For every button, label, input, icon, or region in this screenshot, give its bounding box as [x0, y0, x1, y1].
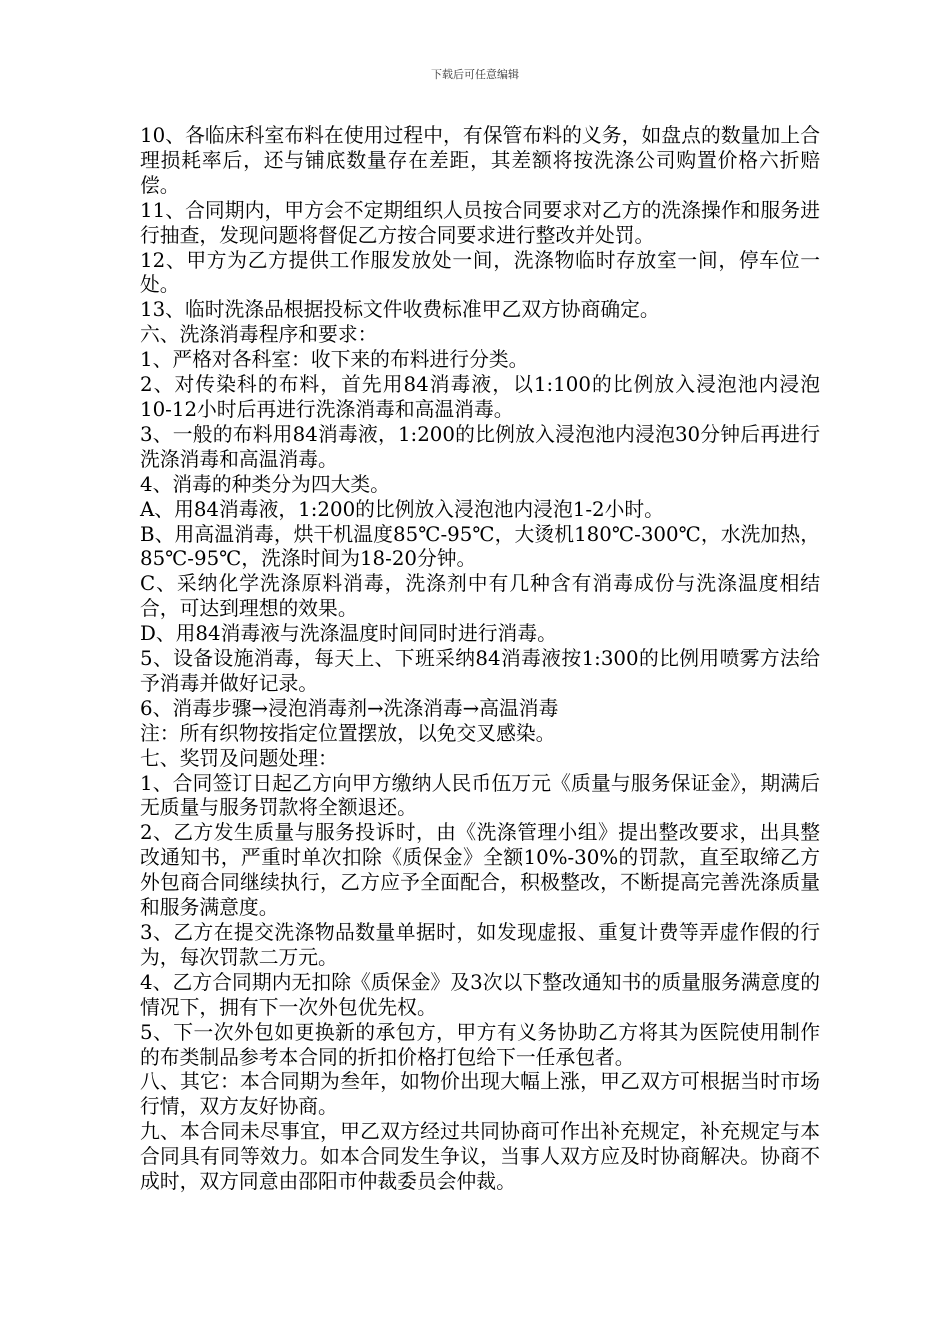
document-body: [140, 124, 820, 1195]
paragraph: 3、一般的布料用84消毒液，1:200的比例放入浸泡池内浸泡30分钟后再进行洗涤消毒和高温消毒。: [140, 422, 820, 471]
page-header: 下载后可任意编辑: [431, 68, 519, 81]
paragraph: 5、下一次外包如更换新的承包方，甲方有义务协助乙方将其为医院使用制作的布类制品参考本合同的折扣价格打包给下一任承包者。: [140, 1020, 820, 1069]
paragraph: 12、甲方为乙方提供工作服发放处一间，洗涤物临时存放室一间，停车位一处。: [140, 248, 820, 297]
paragraph: 4、消毒的种类分为四大类。: [140, 472, 390, 496]
section-heading: 八、其它：本合同期为叁年，如物价出现大幅上涨，甲乙双方可根据当时市场行情，双方友好协商。: [140, 1070, 820, 1119]
paragraph: 6、消毒步骤→浸泡消毒剂→洗涤消毒→高温消毒: [140, 696, 559, 720]
paragraph: D、用84消毒液与洗涤温度时间同时进行消毒。: [140, 622, 557, 646]
paragraph: B、用高温消毒，烘干机温度85℃-95℃，大烫机180℃-300℃，水洗加热，85℃-95℃，洗涤时间为18-20分钟。: [140, 522, 820, 571]
paragraph: 3、乙方在提交洗涤物品数量单据时，如发现虚报、重复计费等弄虚作假的行为，每次罚款二万元。: [140, 921, 820, 969]
section-heading: 九、本合同未尽事宜，甲乙双方经过共同协商可作出补充规定，补充规定与本合同具有同等效力。如本合同发生争议，当事人双方应及时协商解决。协商不成时，双方同意由邵阳市仲裁委员会仲裁。: [140, 1120, 820, 1194]
paragraph: 11、合同期内，甲方会不定期组织人员按合同要求对乙方的洗涤操作和服务进行抽查，发现问题将督促乙方按合同要求进行整改并处罚。: [140, 198, 820, 247]
paragraph: 1、合同签订日起乙方向甲方缴纳人民币伍万元《质量与服务保证金》，期满后无质量与服务罚款将全额退还。: [140, 771, 820, 820]
paragraph: 2、乙方发生质量与服务投诉时，由《洗涤管理小组》提出整改要求，出具整改通知书，严重时单次扣除《质保金》全额10%-30%的罚款，直至取缔乙方外包商合同继续执行，乙方应予全面配合，积极整改，不断提高完善洗涤质量和服务满意度。: [140, 821, 820, 920]
paragraph: 5、设备设施消毒，每天上、下班采纳84消毒液按1:300的比例用喷雾方法给予消毒并做好记录。: [140, 647, 820, 695]
section-heading: 七、奖罚及问题处理：: [140, 746, 338, 770]
paragraph: A、用84消毒液，1:200的比例放入浸泡池内浸泡1-2小时。: [140, 497, 664, 521]
section-heading: 六、洗涤消毒程序和要求：: [140, 323, 378, 347]
paragraph: 4、乙方合同期内无扣除《质保金》及3次以下整改通知书的质量服务满意度的情况下，拥有下一次外包优先权。: [140, 970, 820, 1019]
paragraph: C、采纳化学洗涤原料消毒，洗涤剂中有几种含有消毒成份与洗涤温度相结合，可达到理想的效果。: [140, 572, 820, 621]
paragraph: 13、临时洗涤品根据投标文件收费标准甲乙双方协商确定。: [140, 298, 660, 322]
paragraph: 1、严格对各科室：收下来的布料进行分类。: [140, 348, 529, 372]
note: 注：所有织物按指定位置摆放，以免交叉感染。: [140, 721, 556, 745]
paragraph: 10、各临床科室布料在使用过程中，有保管布料的义务，如盘点的数量加上合理损耗率后，还与铺底数量存在差距，其差额将按洗涤公司购置价格六折赔偿。: [140, 124, 820, 197]
paragraph: 2、对传染科的布料，首先用84消毒液，以1:100的比例放入浸泡池内浸泡10-12小时后再进行洗涤消毒和高温消毒。: [140, 373, 820, 421]
